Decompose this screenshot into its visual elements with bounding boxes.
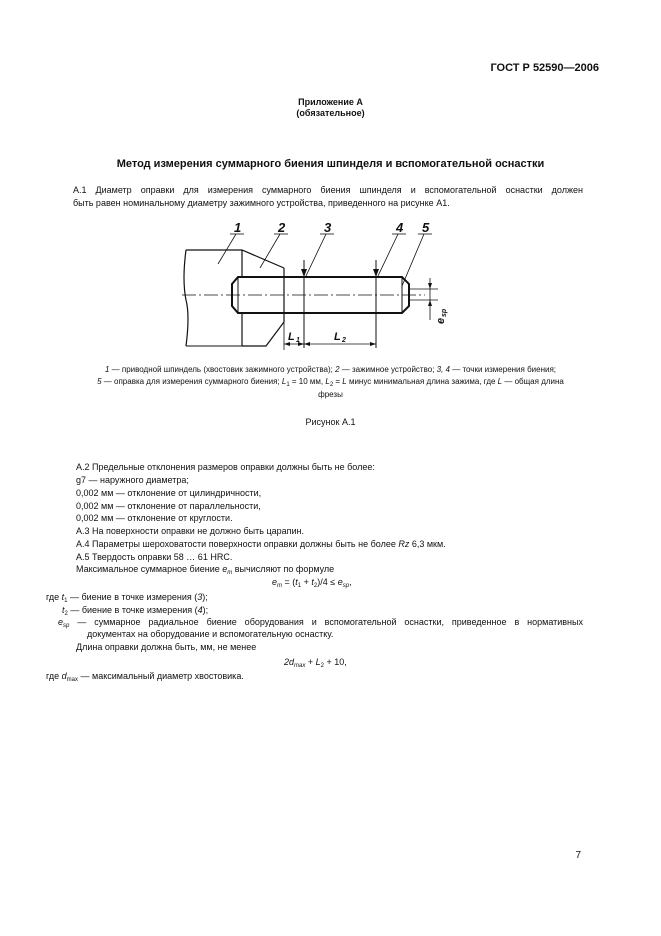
clamp-outline-bottom [242, 322, 284, 346]
dim-esp-sub: sp [441, 308, 448, 317]
formula-1: $e_m = (t_1 + t_2)/4 \le e_{sp}$, [272, 577, 352, 589]
item-g7: g7 — наружного диаметра; [76, 475, 189, 485]
legend-line-2: 5 — оправка для измерения суммарного биения; $L_1 = 10$ мм, $L_2 = L$ минус минимальная длина зажима, где L — общая длина [97, 377, 564, 388]
label-2: 2 [278, 220, 286, 235]
where-esp-line2: документах на оборудование и вспомогательную оснастку. [87, 629, 334, 639]
leader-3 [306, 234, 326, 276]
para-a1-line2: быть равен номинальному диаметру зажимного устройства, приведенного на рисунке А1. [73, 198, 450, 208]
label-3: 3 [324, 220, 332, 235]
standard-number: ГОСТ Р 52590—2006 [490, 62, 599, 74]
leader-5 [402, 234, 424, 286]
page-number: 7 [575, 850, 581, 861]
where-t2: $t_2$ — биение в точке измерения (4); [62, 605, 209, 617]
dim-l2-letter: L [334, 331, 341, 343]
where-dmax: где $d_{max}$ — максимальный диаметр хвостовика. [46, 671, 244, 683]
legend-line-3: фрезы [318, 390, 343, 399]
dim-l2-sub: 2 [342, 337, 346, 344]
leader-1 [218, 234, 236, 264]
where-t1: где $t_1$ — биение в точке измерения (3); [46, 592, 208, 604]
leader-2 [260, 234, 280, 268]
where-esp-line1: $e_{sp}$ — суммарное радиальное биение оборудования и вспомогательной оснастки, приведенное в нормативных [58, 617, 583, 629]
dim-l1-letter: L [288, 331, 295, 343]
dim-l1-sub: 1 [296, 337, 300, 344]
spindle-break-line [184, 250, 188, 346]
appendix-title: Приложение А [298, 97, 363, 107]
leader-4 [378, 234, 398, 276]
para-a4: А.4 Параметры шероховатости поверхности оправки должны быть не более Rz 6,3 мкм. [76, 539, 446, 549]
para-length: Длина оправки должна быть, мм, не менее [76, 642, 257, 652]
item-parallelism: 0,002 мм — отклонение от параллельности, [76, 501, 261, 511]
figure-a1 [180, 220, 450, 355]
para-a3: А.3 На поверхности оправки не должно быть царапин. [76, 526, 305, 536]
para-max-runout: Максимальное суммарное биение $e_m$ вычисляют по формуле [76, 564, 335, 576]
figure-caption: Рисунок А.1 [305, 417, 356, 427]
formula-2: $2d_{max} + L_2 + 10$, [284, 657, 347, 669]
section-title: Метод измерения суммарного биения шпинделя и вспомогательной оснастки [116, 158, 545, 170]
para-a5: А.5 Твердость оправки 58 … 61 HRC. [76, 552, 233, 562]
para-a1-line1: А.1 Диаметр оправки для измерения суммарного биения шпинделя и вспомогательной оснастки должен [73, 185, 583, 195]
appendix-status: (обязательное) [296, 108, 365, 118]
label-1: 1 [234, 220, 242, 235]
legend-line-1: 1 — приводной шпиндель (хвостовик зажимного устройства); 2 — зажимное устройство; 3, 4 — точки измерения биения; [104, 365, 557, 374]
para-a2: А.2 Предельные отклонения размеров оправки должны быть не более: [76, 462, 375, 472]
item-cylindricity: 0,002 мм — отклонение от цилиндричности, [76, 488, 262, 498]
dim-esp-letter: e [435, 317, 447, 324]
item-roundness: 0,002 мм — отклонение от круглости. [76, 513, 233, 523]
label-5: 5 [422, 220, 430, 235]
label-4: 4 [396, 220, 404, 235]
